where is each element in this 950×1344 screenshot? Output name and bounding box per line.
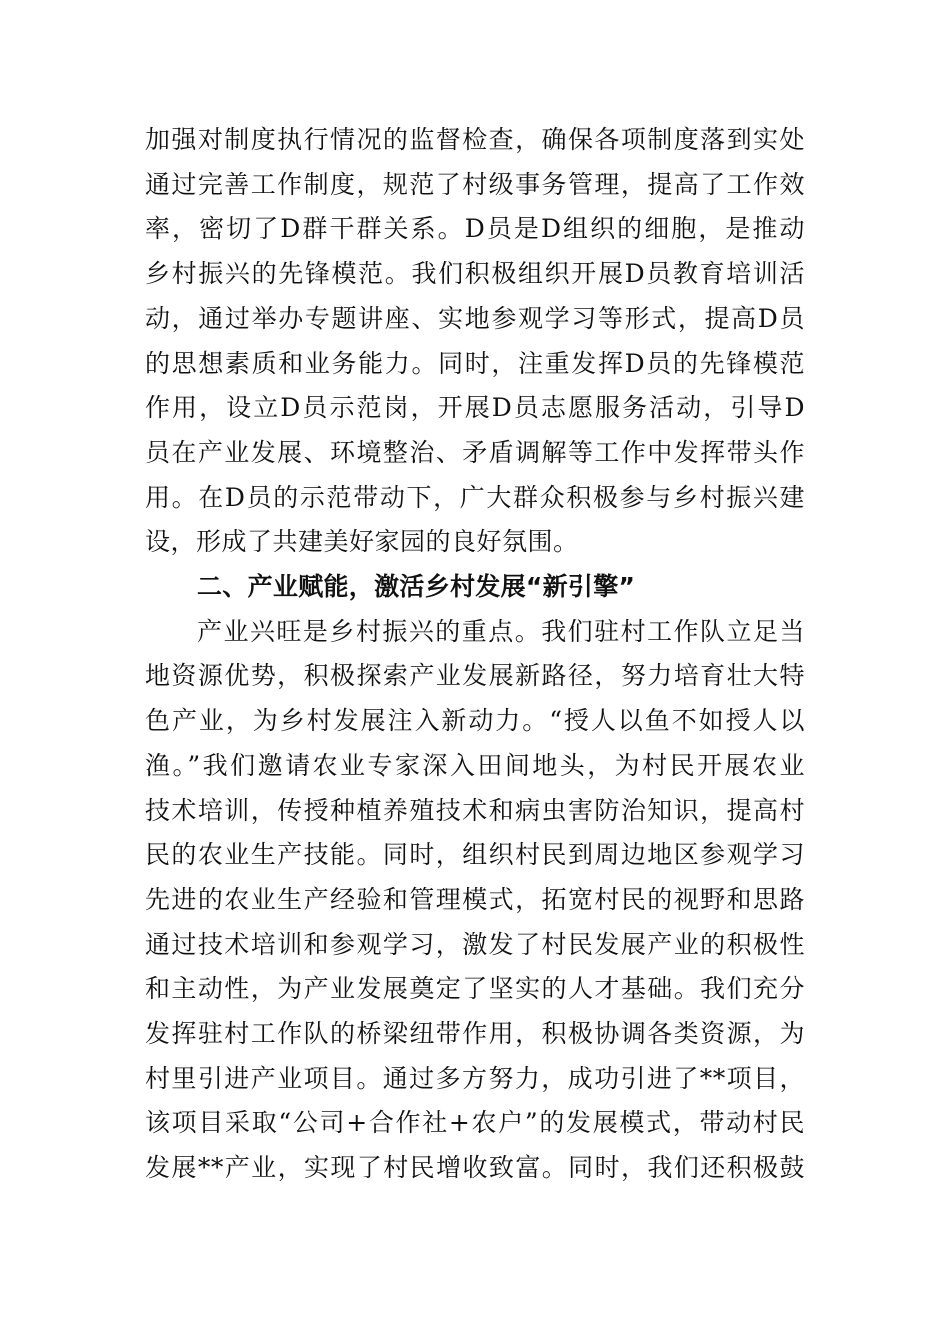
paragraph-line: 产业兴旺是乡村振兴的重点。我们驻村工作队立足当	[197, 616, 805, 646]
paragraph-line: 作用，设立D员示范岗，开展D员志愿服务活动，引导D	[145, 393, 805, 423]
paragraph-line: 的思想素质和业务能力。同时，注重发挥D员的先锋模范	[145, 348, 805, 378]
paragraph-line: 民的农业生产技能。同时，组织村民到周边地区参观学习	[145, 840, 805, 870]
paragraph-line: 设，形成了共建美好家园的良好氛围。	[145, 527, 579, 557]
paragraph-line: 发展**产业，实现了村民增收致富。同时，我们还积极鼓	[145, 1153, 805, 1183]
paragraph-line: 加强对制度执行情况的监督检查，确保各项制度落到实处	[145, 125, 805, 154]
paragraph-line: 渔。”我们邀请农业专家深入田间地头，为村民开展农业	[145, 750, 805, 780]
paragraph-line: 通过完善工作制度，规范了村级事务管理，提高了工作效	[145, 169, 805, 199]
document-page	[145, 118, 805, 1191]
paragraph-line: 村里引进产业项目。通过多方努力，成功引进了**项目，	[145, 1063, 805, 1093]
paragraph-line: 率，密切了D群干群关系。D员是D组织的细胞，是推动	[145, 214, 805, 244]
paragraph-line: 通过技术培训和参观学习，激发了村民发展产业的积极性	[145, 929, 805, 959]
paragraph-line: 用。在D员的示范带动下，广大群众积极参与乡村振兴建	[145, 482, 805, 512]
paragraph-line: 技术培训，传授种植养殖技术和病虫害防治知识，提高村	[145, 795, 805, 825]
paragraph-line: 动，通过举办专题讲座、实地参观学习等形式，提高D员	[145, 303, 805, 333]
paragraph-line: 乡村振兴的先锋模范。我们积极组织开展D员教育培训活	[145, 259, 805, 289]
section-heading: 二、产业赋能，激活乡村发展“新引擎”	[197, 572, 636, 602]
paragraph-line: 色产业，为乡村发展注入新动力。“授人以鱼不如授人以	[145, 706, 805, 736]
paragraph-line: 和主动性，为产业发展奠定了坚实的人才基础。我们充分	[145, 974, 805, 1004]
paragraph-line: 地资源优势，积极探索产业发展新路径，努力培育壮大特	[145, 661, 805, 691]
paragraph-line: 该项目采取“公司+合作社+农户”的发展模式，带动村民	[145, 1108, 805, 1138]
paragraph-line: 员在产业发展、环境整治、矛盾调解等工作中发挥带头作	[145, 437, 805, 467]
paragraph-line: 先进的农业生产经验和管理模式，拓宽村民的视野和思路	[145, 884, 805, 914]
paragraph-line: 发挥驻村工作队的桥梁纽带作用，积极协调各类资源，为	[145, 1019, 805, 1049]
